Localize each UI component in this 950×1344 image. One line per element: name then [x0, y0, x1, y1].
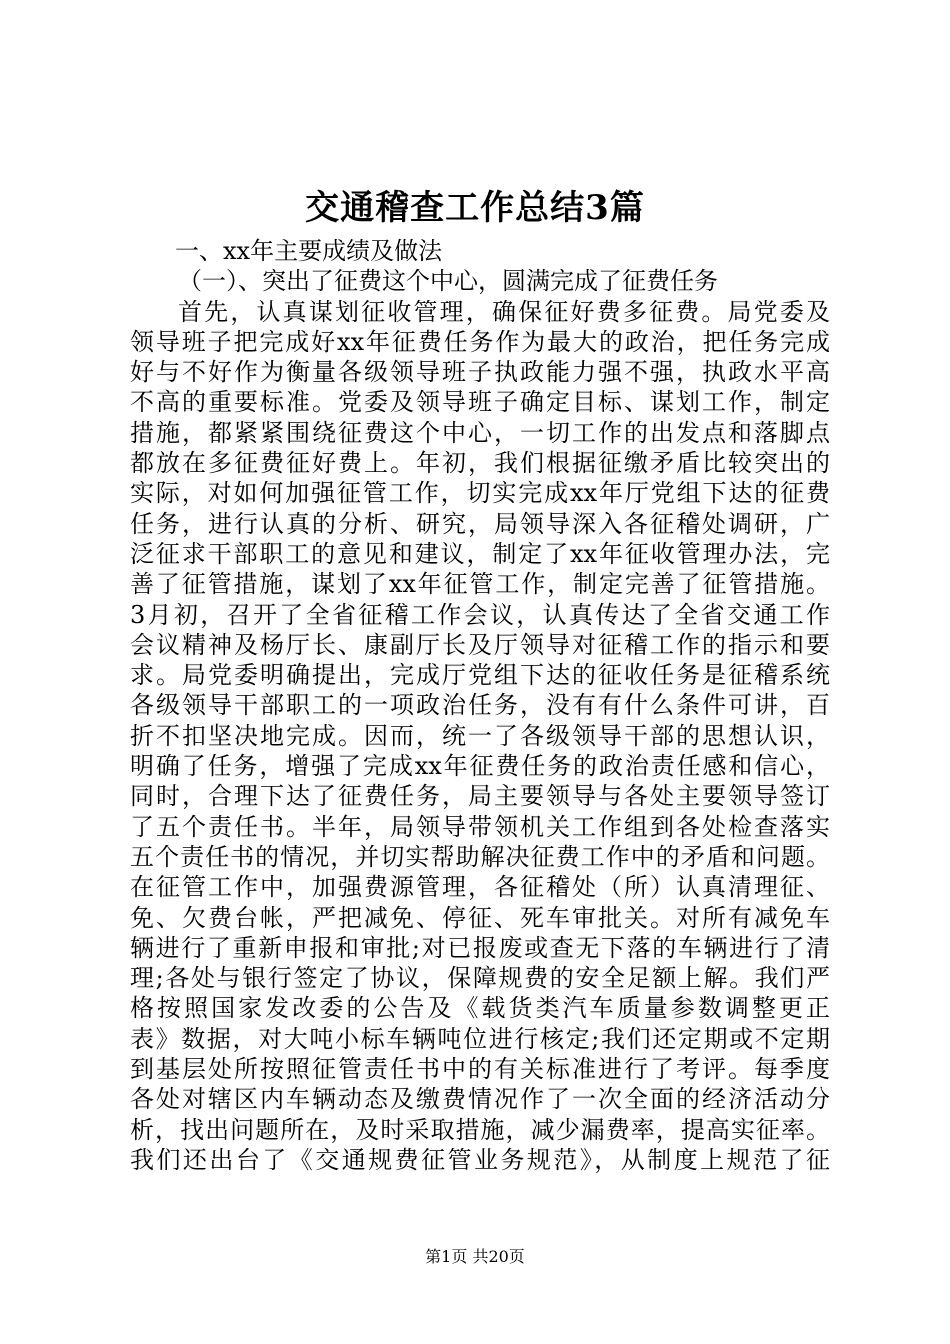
paragraph-line: 3月初，召开了全省征稽工作会议，认真传达了全省交通工作 — [130, 600, 830, 629]
document-body — [130, 236, 830, 1175]
paragraph-line: 实际，对如何加强征管工作，切实完成xx年厅党组下达的征费 — [130, 479, 830, 508]
body-paragraph — [130, 297, 830, 1176]
paragraph-line: 到基层处所按照征管责任书中的有关标准进行了考评。每季度 — [130, 1055, 830, 1084]
paragraph-line: 都放在多征费征好费上。年初，我们根据征缴矛盾比较突出的 — [130, 449, 830, 478]
paragraph-line: 好与不好作为衡量各级领导班子执政能力强不强，执政水平高 — [130, 358, 830, 387]
paragraph-line: 措施，都紧紧围绕征费这个中心，一切工作的出发点和落脚点 — [130, 418, 830, 447]
paragraph-line: 五个责任书的情况，并切实帮助解决征费工作中的矛盾和问题。 — [130, 842, 830, 871]
paragraph-line: 了五个责任书。半年，局领导带领机关工作组到各处检查落实 — [130, 812, 830, 841]
subsection-heading: （一）、突出了征费这个中心，圆满完成了征费任务 — [178, 267, 718, 296]
paragraph-line: 不高的重要标准。党委及领导班子确定目标、谋划工作，制定 — [130, 388, 830, 417]
paragraph-line: 免、欠费台帐，严把减免、停征、死车审批关。对所有减免车 — [130, 903, 830, 932]
paragraph-line: 同时，合理下达了征费任务，局主要领导与各处主要领导签订 — [130, 782, 830, 811]
paragraph-line: 我们还出台了《交通规费征管业务规范》，从制度上规范了征 — [130, 1145, 830, 1174]
paragraph-line: 理;各处与银行签定了协议，保障规费的安全足额上解。我们严 — [130, 964, 830, 993]
paragraph-line: 辆进行了重新申报和审批;对已报废或查无下落的车辆进行了清 — [130, 933, 830, 962]
paragraph-line: 求。局党委明确提出，完成厅党组下达的征收任务是征稽系统 — [130, 661, 830, 690]
paragraph-line: 在征管工作中，加强费源管理，各征稽处（所）认真清理征、 — [130, 873, 830, 902]
paragraph-line: 表》数据，对大吨小标车辆吨位进行核定;我们还定期或不定期 — [130, 1024, 830, 1053]
paragraph-line: 各处对辖区内车辆动态及缴费情况作了一次全面的经济活动分 — [130, 1085, 830, 1114]
page-footer: 第1页 共20页 — [425, 1247, 525, 1266]
paragraph-line: 首先，认真谋划征收管理，确保征好费多征费。局党委及 — [178, 297, 830, 326]
paragraph-line: 泛征求干部职工的意见和建议，制定了xx年征收管理办法，完 — [130, 539, 830, 568]
paragraph-line: 会议精神及杨厅长、康副厅长及厅领导对征稽工作的指示和要 — [130, 630, 830, 659]
paragraph-line: 各级领导干部职工的一项政治任务，没有有什么条件可讲，百 — [130, 691, 830, 720]
paragraph-line: 任务，进行认真的分析、研究，局领导深入各征稽处调研，广 — [130, 509, 830, 538]
paragraph-line: 领导班子把完成好xx年征费任务作为最大的政治，把任务完成 — [130, 327, 830, 356]
paragraph-line: 格按照国家发改委的公告及《载货类汽车质量参数调整更正 — [130, 994, 830, 1023]
paragraph-line: 析，找出问题所在，及时采取措施，减少漏费率，提高实征率。 — [130, 1115, 830, 1144]
paragraph-line: 明确了任务，增强了完成xx年征费任务的政治责任感和信心， — [130, 752, 830, 781]
paragraph-line: 折不扣坚决地完成。因而，统一了各级领导干部的思想认识， — [130, 721, 830, 750]
document-title: 交通稽查工作总结3篇 — [305, 188, 645, 228]
paragraph-line: 善了征管措施，谋划了xx年征管工作，制定完善了征管措施。 — [130, 570, 830, 599]
section-heading: 一、xx年主要成绩及做法 — [175, 237, 443, 265]
